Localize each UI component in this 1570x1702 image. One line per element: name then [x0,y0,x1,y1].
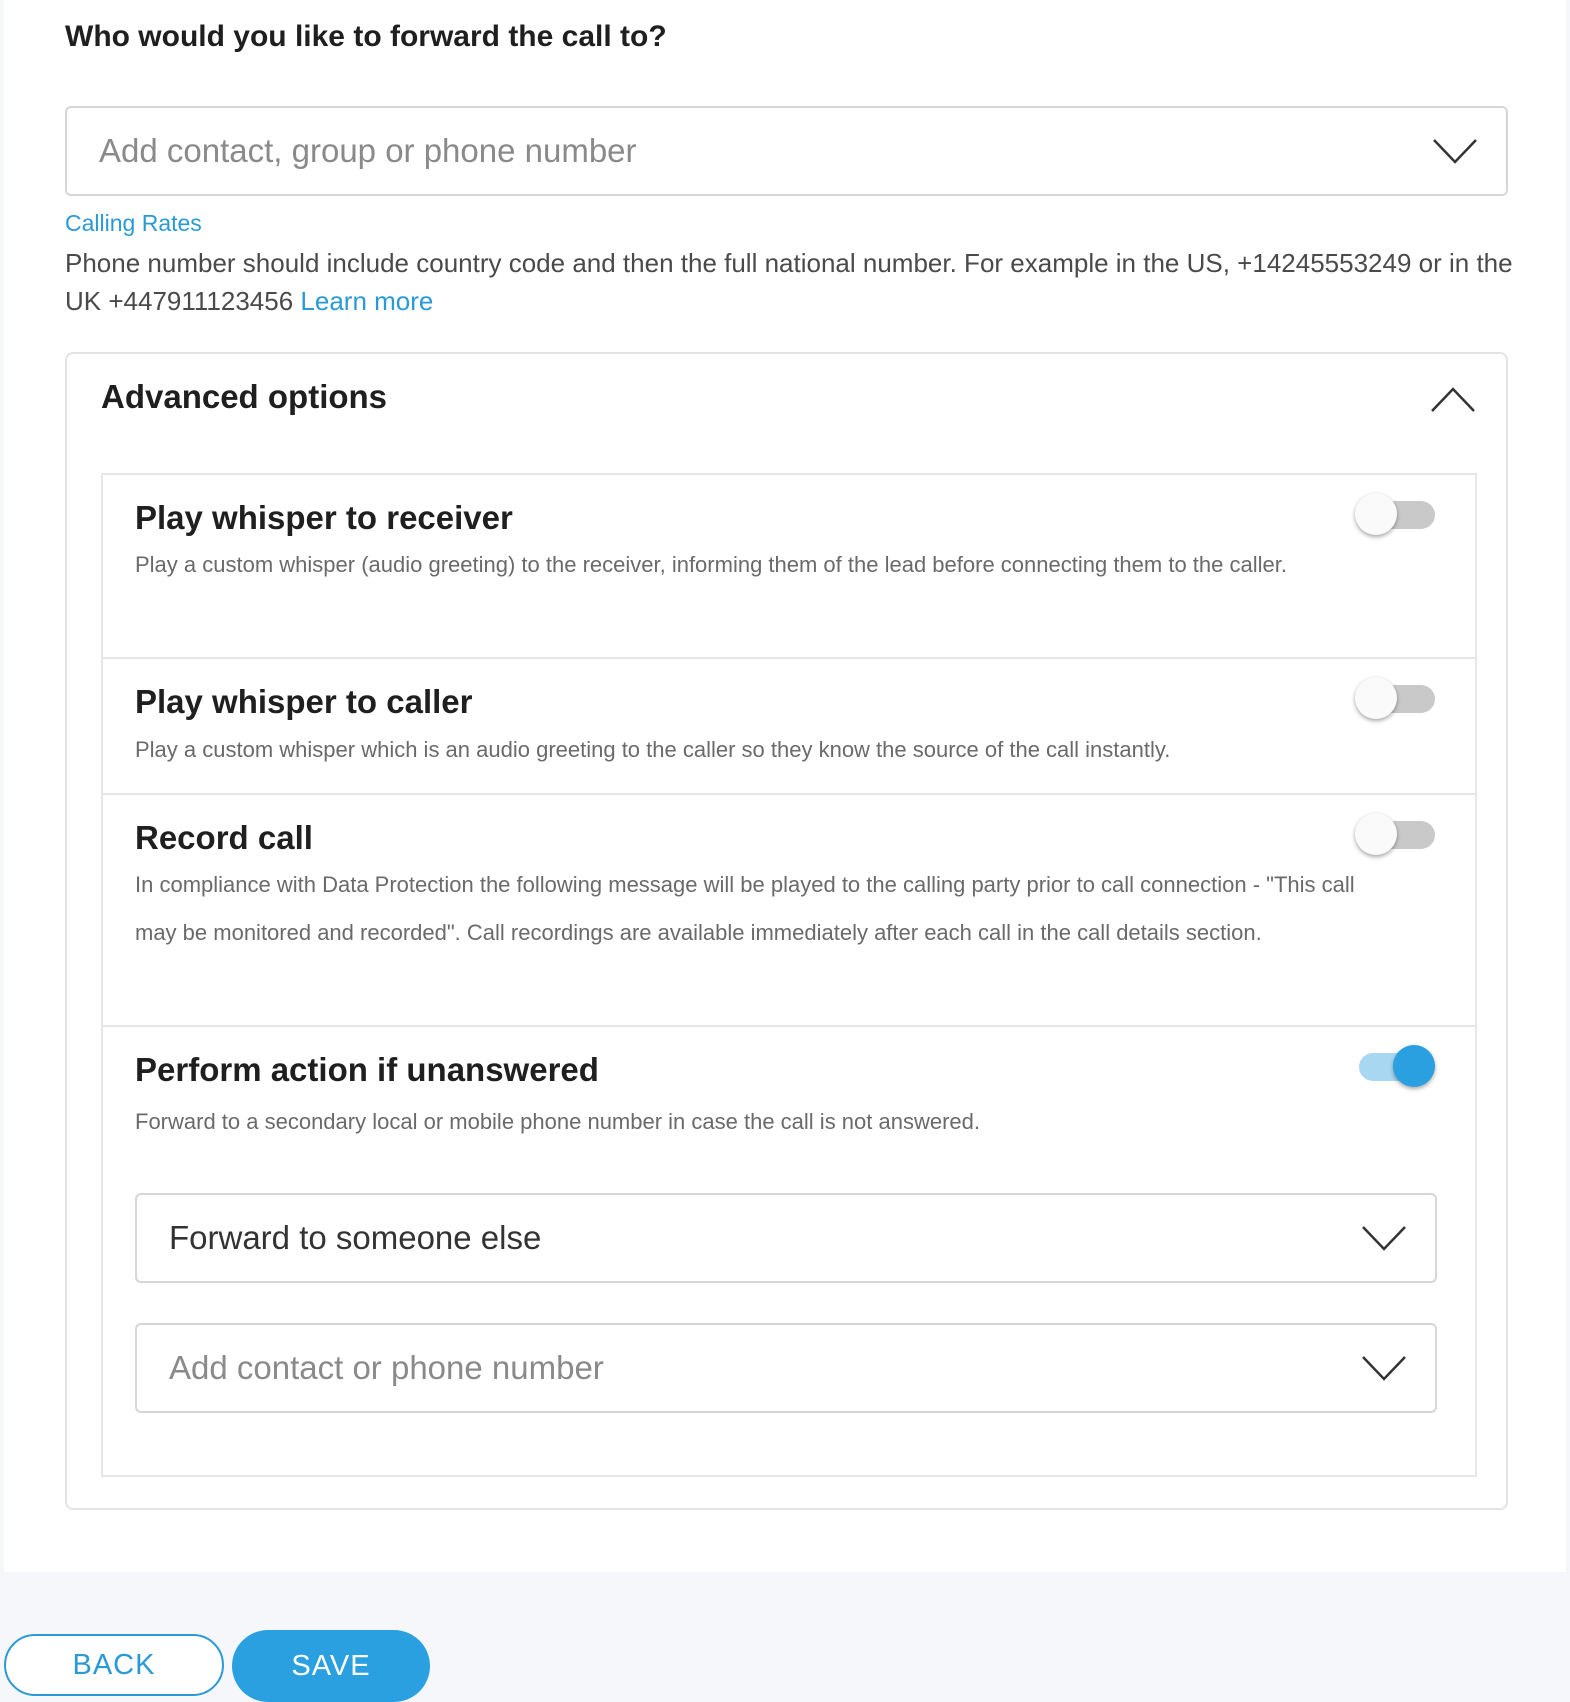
option-unanswered-action [103,1027,1475,1475]
toggle-thumb [1355,677,1397,719]
option-whisper-receiver [103,475,1475,659]
chevron-down-icon [1361,1224,1407,1252]
chevron-up-icon[interactable] [1430,386,1476,414]
save-button[interactable]: SAVE [232,1630,430,1702]
option-title: Play whisper to receiver [135,499,513,536]
unanswered-action-toggle[interactable] [1355,1043,1435,1089]
option-title: Record call [135,819,313,856]
toggle-thumb [1355,493,1397,535]
whisper-receiver-toggle[interactable] [1355,491,1435,537]
unanswered-action-value: Forward to someone else [169,1219,542,1256]
option-description: Play a custom whisper (audio greeting) to the receiver, informing them of the lead before connecting them to the caller. [135,552,1287,577]
option-description: Forward to a secondary local or mobile phone number in case the call is not answered. [135,1109,981,1134]
record-call-toggle[interactable] [1355,811,1435,857]
toggle-thumb [1355,813,1397,855]
forward-target-placeholder: Add contact, group or phone number [99,132,637,169]
forwarding-card [4,0,1566,1572]
unanswered-action-select[interactable] [135,1193,1437,1283]
secondary-number-placeholder: Add contact or phone number [169,1349,604,1386]
option-description: Play a custom whisper which is an audio greeting to the caller so they know the source of the call instantly. [135,737,1171,762]
option-title: Perform action if unanswered [135,1051,599,1088]
learn-more-link[interactable]: Learn more [300,286,434,316]
forward-target-select[interactable] [65,106,1508,196]
advanced-options-title: Advanced options [101,378,388,415]
phone-format-help [65,244,1515,320]
option-record-call [103,795,1475,1027]
chevron-down-icon [1361,1354,1407,1382]
toggle-thumb [1393,1045,1435,1087]
secondary-number-select[interactable] [135,1323,1437,1413]
option-description: In compliance with Data Protection the following message will be played to the calling party prior to call connection - "This call may be monitored and recorded". Call recordings are available immediately after each call in the call details section. [135,872,1355,945]
phone-format-help-text: Phone number should include country code and then the full national number. For example in the US, +14245553249 or in the UK +447911123456 [65,248,1513,316]
advanced-options-list [101,473,1477,1477]
chevron-down-icon [1432,137,1478,165]
whisper-caller-toggle[interactable] [1355,675,1435,721]
question-heading: Who would you like to forward the call to? [65,20,667,53]
option-title: Play whisper to caller [135,683,473,720]
calling-rates-link[interactable]: Calling Rates [65,210,202,236]
back-button[interactable]: BACK [4,1634,224,1696]
advanced-options-panel [65,352,1508,1510]
option-whisper-caller [103,659,1475,795]
